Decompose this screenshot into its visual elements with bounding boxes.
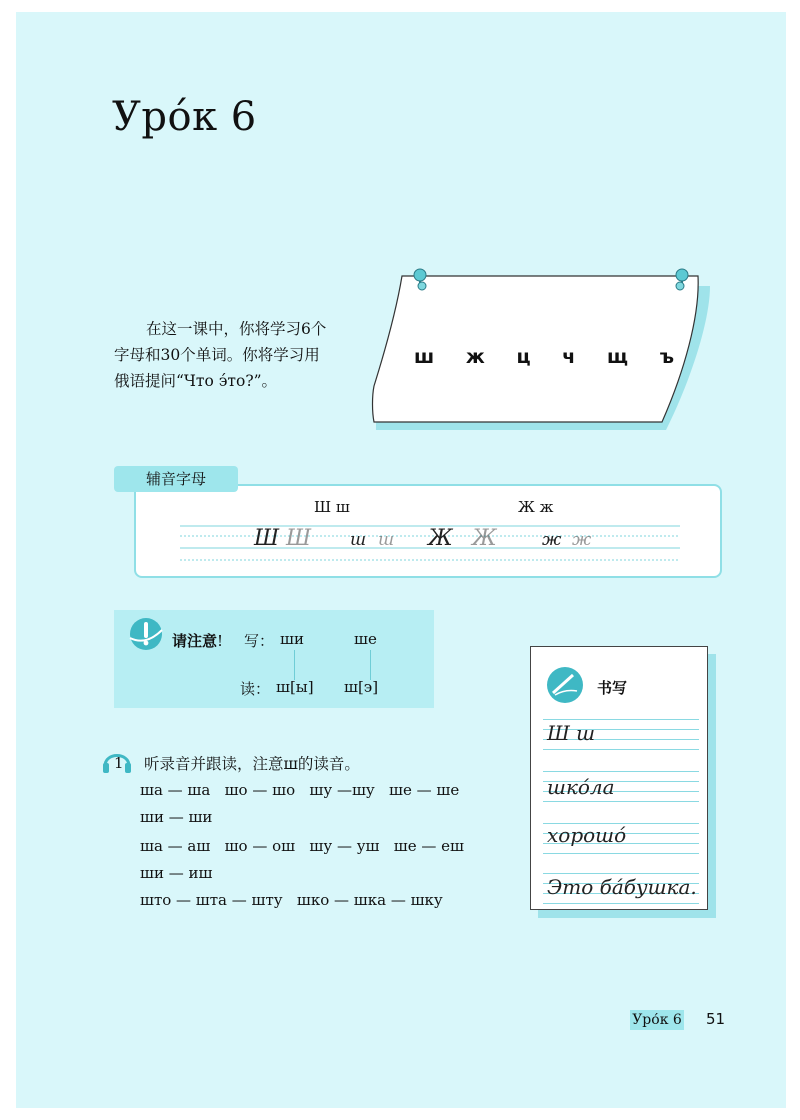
writing-word: шко́ла (547, 775, 615, 799)
pair-zh: Ж ж (518, 498, 554, 516)
consonant-label: 辅音字母 (114, 466, 238, 492)
exercise-instruction: 听录音并跟读，注意ш的读音。 (144, 755, 360, 773)
script-zh-lower: ж (542, 530, 562, 550)
read-shy: ш[ы] (276, 678, 314, 696)
writing-word: хорошо́ (547, 823, 627, 847)
script-zh-upper: Ж (428, 526, 453, 551)
letter-shcha: щ (607, 346, 629, 368)
script-zh-upper-trace: Ж (472, 526, 497, 551)
pair-sh: Ш ш (314, 498, 350, 516)
script-sh-lower-trace: ш (378, 530, 395, 550)
exercise-line: што — шта — шту шко — шка — шку (140, 891, 443, 909)
footer-lesson-tag: Уро́к 6 (630, 1010, 684, 1030)
page-number: 51 (706, 1010, 726, 1028)
letter-zhe: ж (465, 346, 485, 368)
writing-word: Это ба́бушка. (547, 875, 697, 899)
letter-tse: ц (516, 346, 531, 368)
writing-word: Ш ш (547, 721, 596, 745)
lesson-title: Уро́к 6 (112, 94, 257, 140)
intro-text (114, 316, 374, 394)
letter-sha: ш (414, 346, 435, 368)
connector-line (294, 650, 295, 680)
read-she: ш[э] (344, 678, 379, 696)
intro-line-2: 字母和30个单词。你将学习用 (114, 346, 320, 364)
exclamation-icon (128, 616, 164, 652)
writing-card (530, 646, 708, 910)
consonant-box (134, 484, 722, 578)
write-she: ше (354, 630, 377, 648)
exercise-number: 1 (114, 754, 124, 772)
alphabet-letters (414, 346, 674, 368)
writing-label: 书写 (597, 679, 628, 697)
script-sh-upper: Ш (254, 526, 280, 551)
letter-che: ч (562, 346, 576, 368)
notice-heading (172, 630, 223, 651)
script-zh-lower-trace: ж (572, 530, 592, 550)
exercise-line: ши — иш (140, 864, 213, 882)
intro-line-3: 俄语提问“Что э́то?”。 (114, 372, 278, 390)
exercise-line: ши — ши (140, 808, 213, 826)
exercise-line: ша — аш шо — ош шу — уш ше — еш (140, 837, 464, 855)
notice-box (114, 610, 434, 708)
exercise-line: ша — ша шо — шо шу —шу ше — ше (140, 781, 460, 799)
notice-label: 请注意 (172, 632, 218, 650)
write-label: 写： (244, 632, 275, 650)
write-shi: ши (280, 630, 304, 648)
letter-hard-sign: ъ (659, 346, 674, 368)
notice-exclamation: ! (217, 632, 224, 650)
intro-line-1: 在这一课中，你将学习6个 (146, 320, 327, 338)
connector-line (370, 650, 371, 680)
script-sh-upper-trace: Ш (286, 526, 312, 551)
read-label: 读： (240, 680, 271, 698)
script-sh-lower: ш (350, 530, 367, 550)
pen-icon (545, 665, 585, 705)
